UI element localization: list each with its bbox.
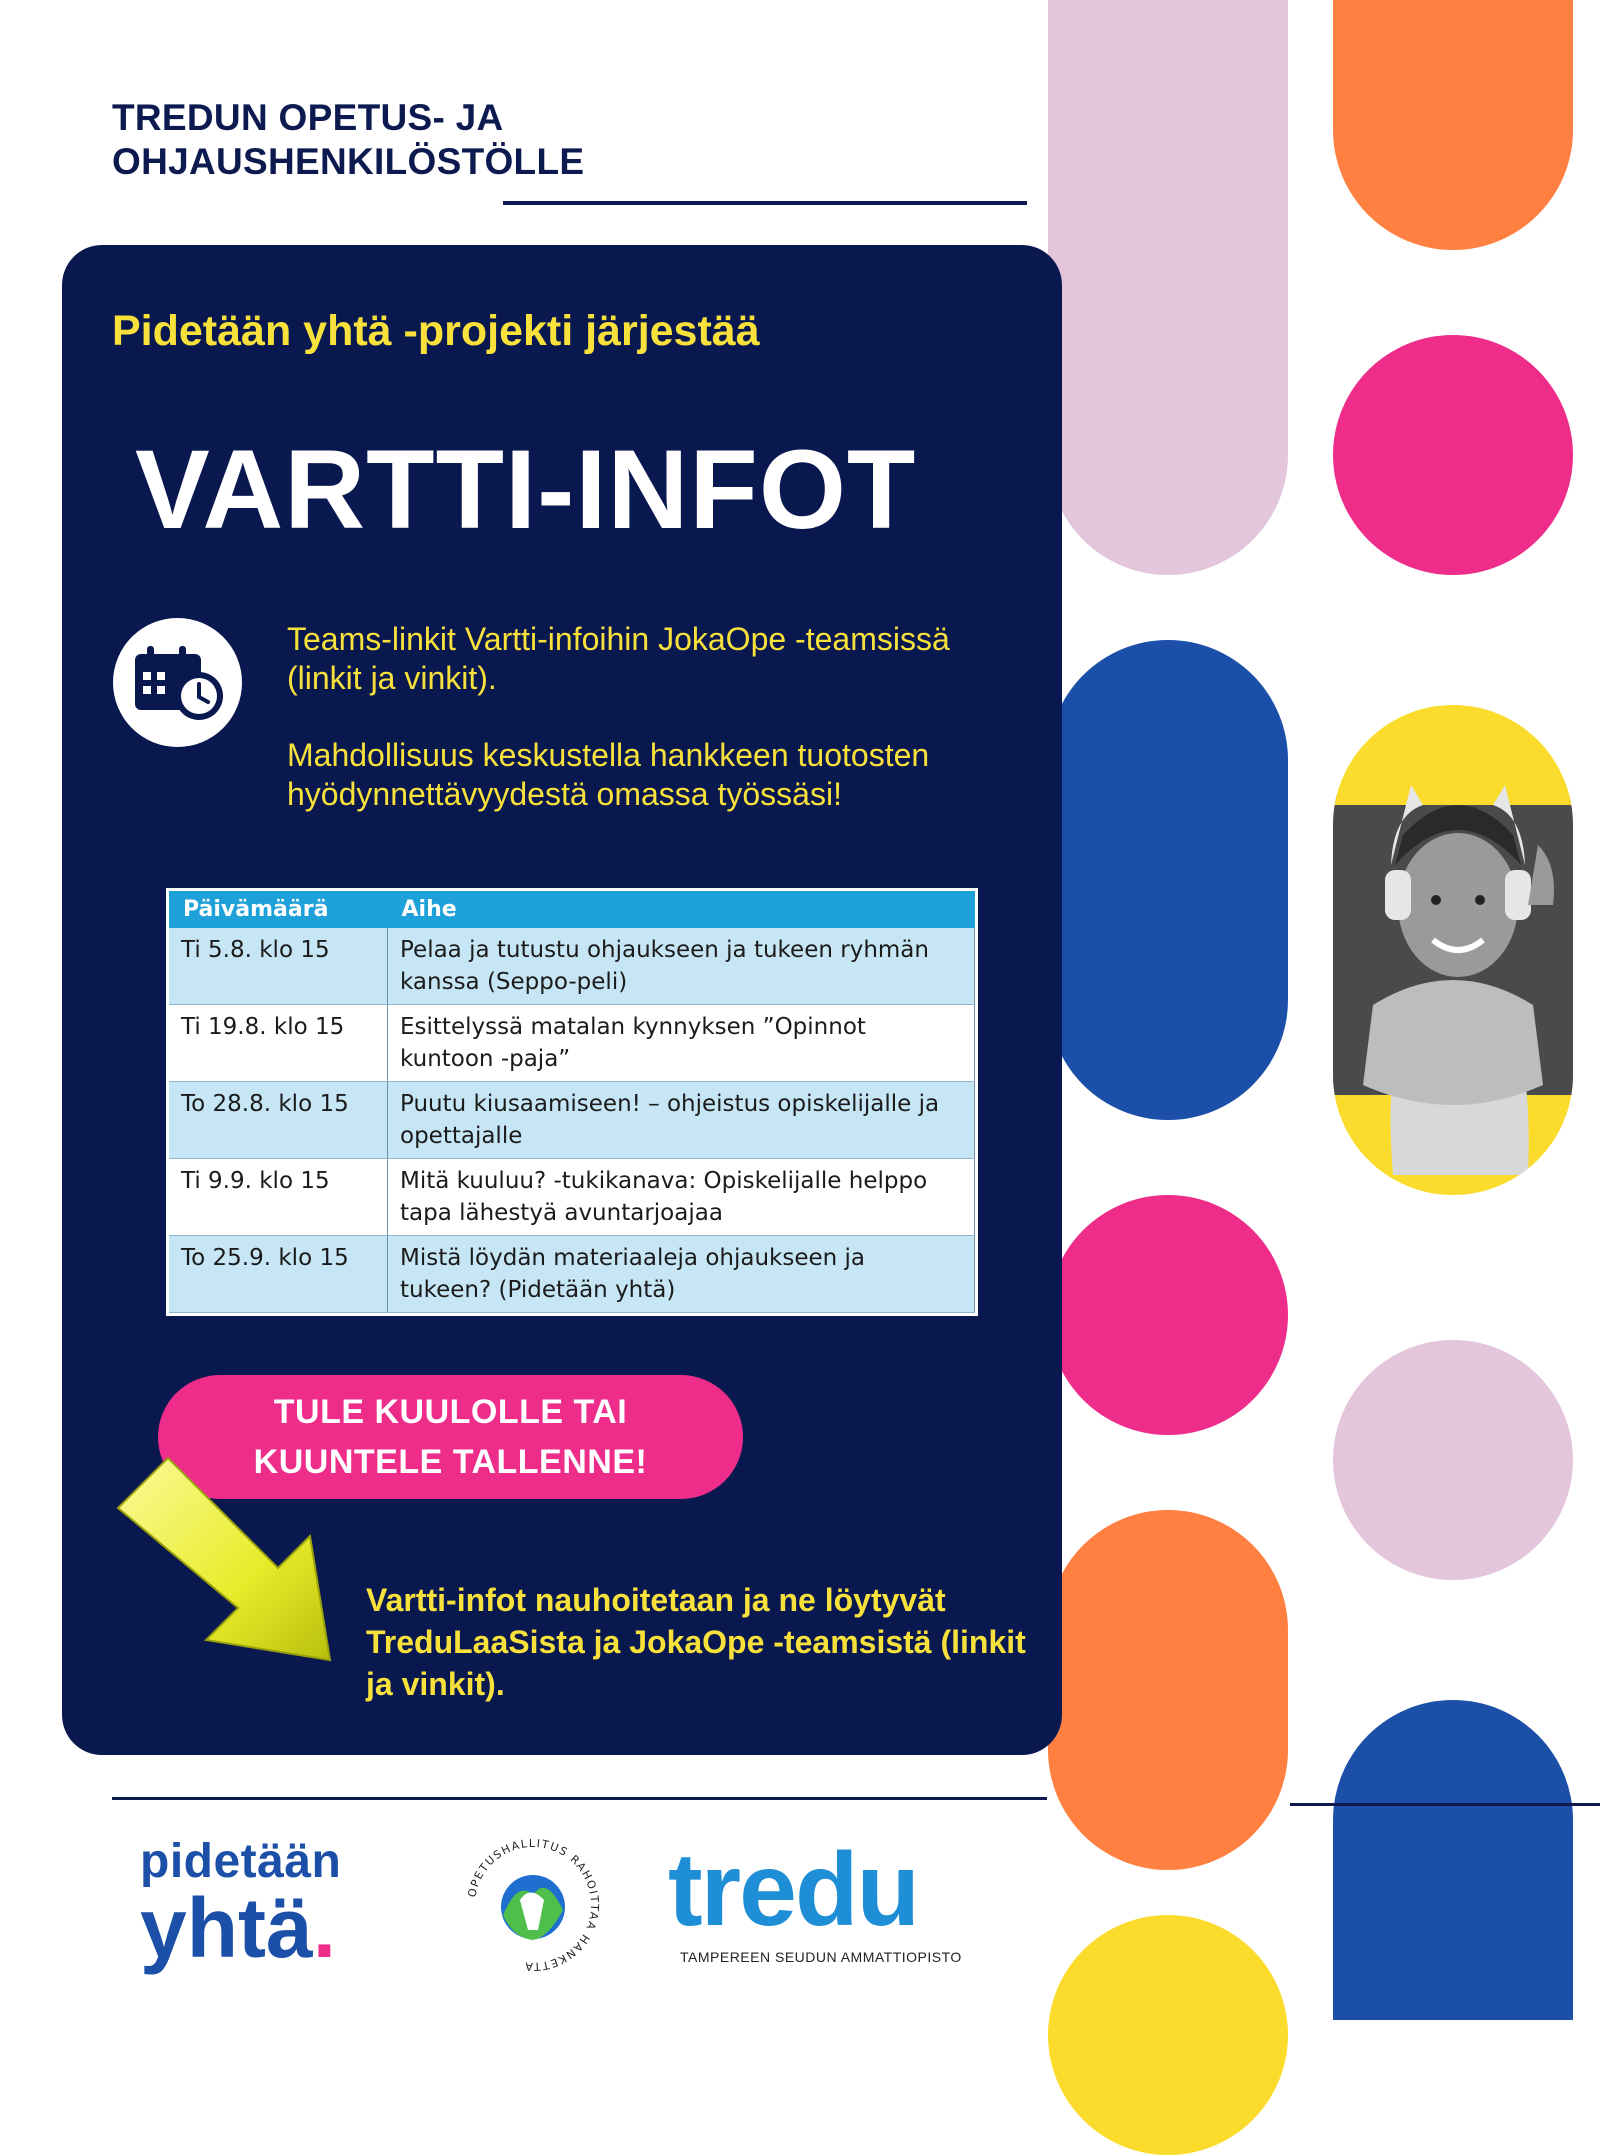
row-topic: Mitä kuuluu? -tukikanava: Opiskelijalle helppo tapa lähestyä avuntarjoajaa <box>388 1159 975 1236</box>
pink-circle-right <box>1333 335 1573 575</box>
opetushallitus-badge-logo <box>458 1830 608 1980</box>
logo-line-1: pidetään <box>140 1835 342 1888</box>
table-row <box>169 1236 975 1313</box>
organization-heading: TREDUN OPETUS- JA OHJAUSHENKILÖSTÖLLE <box>112 97 585 182</box>
logo-word: yhtä <box>140 1881 313 1975</box>
orange-capsule-bottom <box>1048 1510 1288 1870</box>
row-date: To 28.8. klo 15 <box>169 1082 388 1159</box>
blue-capsule-middle <box>1048 640 1288 1120</box>
logo-dot: . <box>312 1881 337 1975</box>
row-date: Ti 19.8. klo 15 <box>169 1005 388 1082</box>
calendar-clock-icon <box>113 618 242 747</box>
table-header-row <box>169 891 975 928</box>
table-row <box>169 1082 975 1159</box>
tredu-logo-subtitle: TAMPEREEN SEUDUN AMMATTIOPISTO <box>680 1949 962 1965</box>
row-topic: Pelaa ja tutustu ohjaukseen ja tukeen ryhmän kanssa (Seppo-peli) <box>388 928 975 1005</box>
recording-info-text: Vartti-infot nauhoitetaan ja ne löytyvät TreduLaaSista ja JokaOpe -teamsistä (linkit ja vinkit). <box>366 1582 1026 1702</box>
yellow-arrow-icon <box>110 1450 350 1680</box>
panel-title: VARTTI-INFOT <box>135 427 917 552</box>
table-row <box>169 1159 975 1236</box>
footer-divider <box>112 1797 1047 1800</box>
lilac-capsule-top <box>1048 0 1288 575</box>
blue-capsule-bottom <box>1333 1700 1573 2020</box>
row-topic: Mistä löydän materiaaleja ohjaukseen ja tukeen? (Pidetään yhtä) <box>388 1236 975 1313</box>
lilac-circle-lower-right <box>1333 1340 1573 1580</box>
column-header-date: Päivämäärä <box>169 891 388 928</box>
table-row <box>169 928 975 1005</box>
orange-capsule-top <box>1333 0 1573 250</box>
pidetaan-yhta-logo <box>140 1835 342 1975</box>
footer-divider-right <box>1290 1803 1600 1806</box>
tredu-logo-wordmark: tredu <box>668 1832 918 1948</box>
row-date: Ti 9.9. klo 15 <box>169 1159 388 1236</box>
column-header-topic: Aihe <box>388 891 975 928</box>
logo-line-2 <box>140 1881 341 1975</box>
panel-subtitle: Pidetään yhtä -projekti järjestää <box>112 307 760 355</box>
yellow-circle-bottom <box>1048 1915 1288 2155</box>
info-paragraph-teams-links: Teams-linkit Vartti-infoihin JokaOpe -teamsissä (linkit ja vinkit). <box>287 621 950 696</box>
person-photo <box>1333 705 1573 1195</box>
badge-circular-text: OPETUSHALLITUS RAHOITTAA HANKETTA <box>465 1836 602 1974</box>
join-or-listen-banner: TULE KUULOLLE TAI KUUNTELE TALLENNE! <box>158 1375 743 1499</box>
row-topic: Esittelyssä matalan kynnyksen ”Opinnot kuntoon -paja” <box>388 1005 975 1082</box>
pink-circle-lower-left <box>1048 1195 1288 1435</box>
info-text-block <box>287 620 1027 852</box>
row-date: To 25.9. klo 15 <box>169 1236 388 1313</box>
row-date: Ti 5.8. klo 15 <box>169 928 388 1005</box>
row-topic: Puutu kiusaamiseen! – ohjeistus opiskelijalle ja opettajalle <box>388 1082 975 1159</box>
info-paragraph-discussion: Mahdollisuus keskustella hankkeen tuotosten hyödynnettävyydestä omassa työssäsi! <box>287 737 930 812</box>
table-row <box>169 1005 975 1082</box>
header-divider <box>503 201 1027 205</box>
schedule-table <box>166 888 978 1316</box>
yellow-capsule-photo <box>1333 705 1573 1195</box>
